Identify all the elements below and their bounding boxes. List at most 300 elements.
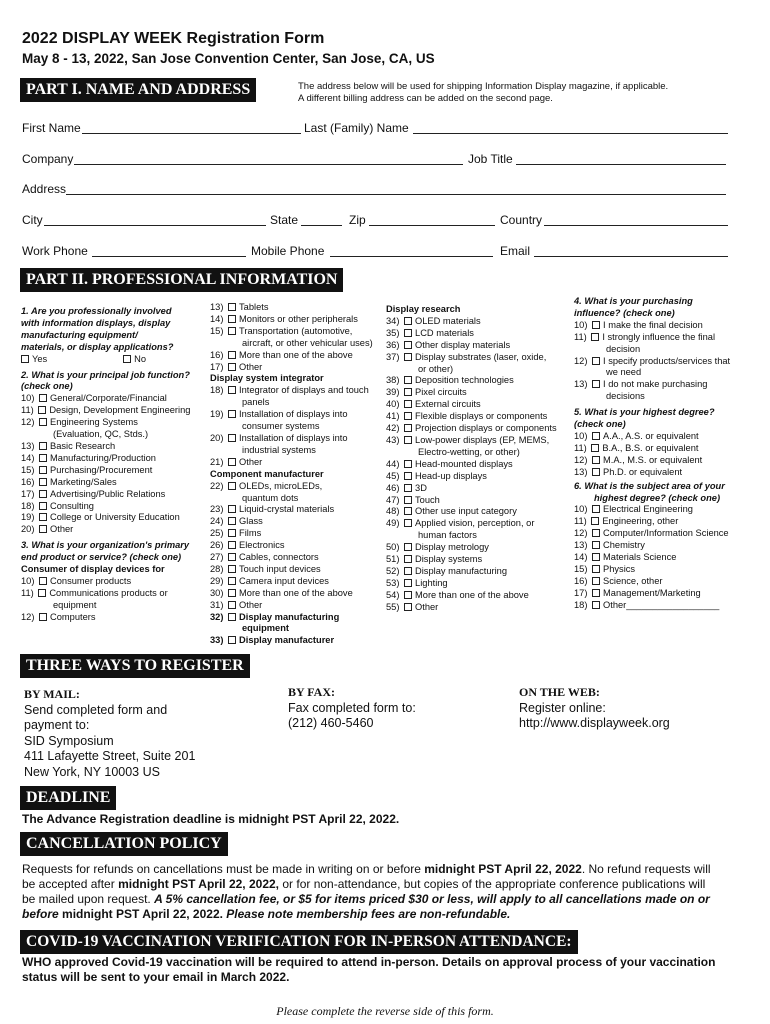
email-field[interactable] [534,256,728,257]
option-label: I specify products/services that [603,355,731,366]
checkbox[interactable] [404,329,412,337]
option-label: Installation of displays into [239,432,348,443]
q5-option-10: 10) A.A., A.S. or equivalent [574,430,699,441]
checkbox[interactable] [38,406,46,414]
q1-text-4: materials, or display applications? [21,341,174,352]
option-label: Monitors or other peripherals [239,313,358,324]
component-subheading: Component manufacturer [210,468,324,479]
checkbox[interactable] [404,507,412,515]
checkbox[interactable] [228,482,236,490]
checkbox[interactable] [228,517,236,525]
option-label: Physics [603,563,636,574]
q6-option-13: 13) Chemistry [574,540,645,551]
q3-option-42: 42) Projection displays or components [386,423,557,434]
q3-option-44: 44) Head-mounted displays [386,458,513,469]
q4-text-2: influence? (check one) [574,307,675,318]
checkbox[interactable] [39,418,47,426]
q3-option-14: 14) Monitors or other peripherals [210,313,358,324]
option-label: I do not make purchasing [603,379,708,390]
checkbox[interactable] [228,613,236,621]
integrator-subheading: Display system integrator [210,373,324,384]
checkbox[interactable] [591,333,599,341]
checkbox[interactable] [592,468,600,476]
q3-option-54: 54) More than one of the above [386,589,529,600]
mobile-phone-label: Mobile Phone [251,244,325,258]
q2-option-17: 17) Advertising/Public Relations [21,488,166,499]
checkbox[interactable] [404,317,412,325]
option-label: Ph.D. or equivalent [603,466,683,477]
option-label: Transportation (automotive, [239,325,353,336]
checkbox[interactable] [592,505,600,513]
no-checkbox[interactable] [123,355,131,363]
q3-option-36: 36) Other display materials [386,339,511,350]
checkbox[interactable] [592,357,600,365]
q3-option-28: 28) Touch input devices [210,563,321,574]
q1-text: 1. Are you professionally involved [21,306,172,316]
option-label: Integrator of displays and touch [239,385,369,396]
checkbox[interactable] [592,432,600,440]
cancellation-text-bold: midnight PST April 22, 2022. [58,907,227,921]
mail-heading: BY MAIL: [24,687,80,701]
part2-heading: PART II. PROFESSIONAL INFORMATION [20,268,343,292]
q1-options [21,354,207,366]
checkbox[interactable] [39,490,47,498]
checkbox[interactable] [404,567,412,575]
checkbox[interactable] [591,517,599,525]
q6-option-10: 10) Electrical Engineering [574,504,693,515]
checkbox[interactable] [592,541,600,549]
q3-option-26: 26) Electronics [210,540,285,551]
q2-option-14: 14) Manufacturing/Production [21,452,156,463]
checkbox[interactable] [228,565,236,573]
option-label: LCD materials [415,327,474,338]
option-label: Electronics [239,540,285,551]
covid-text [22,955,762,985]
q5-option-11: 11) B.A., B.S. or equivalent [574,442,699,453]
checkbox[interactable] [404,412,412,420]
option-label: Display systems [415,554,483,565]
checkbox[interactable] [404,341,412,349]
checkbox[interactable] [592,601,600,609]
option-label: Touch input devices [239,563,321,574]
fax-number: (212) 460-5460 [288,716,374,730]
q3-option-30: 30) More than one of the above [210,587,353,598]
option-label: Other__________________ [603,599,720,610]
q3-option-31: 31) Other [210,599,263,610]
last-name-label: Last (Family) Name [304,121,409,135]
country-field[interactable] [544,225,728,226]
q3-option-33: 33) Display manufacturer [210,635,335,646]
q3-option-40: 40) External circuits [386,399,481,410]
checkbox[interactable] [228,315,236,323]
cancellation-text-part: Requests for refunds on cancellations must be made in writing on or before [22,862,425,876]
checkbox[interactable] [592,456,600,464]
checkbox[interactable] [39,478,47,486]
mobile-phone-field[interactable] [330,256,493,257]
option-label: External circuits [415,399,481,410]
city-label: City [22,213,43,227]
checkbox[interactable] [592,529,600,537]
q5-option-12: 12) M.A., M.S. or equivalent [574,454,703,465]
checkbox[interactable] [228,410,236,418]
option-label: Installation of displays into [239,409,348,420]
checkbox[interactable] [228,505,236,513]
option-label: Marketing/Sales [50,476,117,487]
option-label: Computers [50,611,96,622]
first-name-field[interactable] [82,133,301,134]
q3-option-17: 17) Other [210,361,263,372]
checkbox[interactable] [228,327,236,335]
option-label: Deposition technologies [415,375,514,386]
checkbox[interactable] [404,543,412,551]
address-field[interactable] [66,194,726,195]
checkbox[interactable] [592,577,600,585]
yes-label: Yes [32,353,48,364]
q6-text: 6. What is the subject area of your [574,480,725,491]
q3-option-24: 24) Glass [210,516,263,527]
checkbox[interactable] [591,444,599,452]
option-label-cont: (Evaluation, QC, Stds.) [53,429,149,440]
q3-option-22: 22) OLEDs, microLEDs, [210,480,323,491]
option-label: Other [50,524,74,535]
last-name-field[interactable] [413,133,728,134]
option-label: A.A., A.S. or equivalent [603,430,699,441]
checkbox[interactable] [404,353,412,361]
q5-text-2: (check one) [574,419,626,430]
option-label: Display manufacturer [239,635,335,646]
cancellation-text-bold-italic: A 5% cancellation fee, or $5 for items priced $30 or less, will apply to all cancellations made on or [154,892,710,906]
q5-option-13: 13) Ph.D. or equivalent [574,466,683,477]
option-label: Other use input category [415,506,517,517]
q2-option-10: 10) General/Corporate/Financial [21,393,167,404]
q3-option-49: 49) Applied vision, perception, or [386,518,535,529]
option-label: Other [239,456,263,467]
checkbox[interactable] [228,553,236,561]
register-by-mail [24,687,264,780]
q6-option-14: 14) Materials Science [574,552,677,563]
q3-option-34: 34) OLED materials [386,315,481,326]
web-link[interactable]: http://www.displayweek.org [519,716,670,730]
option-label: Other [239,361,263,372]
option-label: More than one of the above [415,589,529,600]
q2-option-20: 20) Other [21,524,74,535]
checkbox[interactable] [404,472,412,480]
q3-option-38: 38) Deposition technologies [386,375,514,386]
option-label: OLED materials [415,315,481,326]
q3-option-23: 23) Liquid-crystal materials [210,504,335,515]
option-label-cont: equipment [242,623,290,634]
q3-option-10: 10) Consumer products [21,575,132,586]
option-label: Science, other [603,575,663,586]
q3-option-15: 15) Transportation (automotive, [210,325,353,336]
cancellation-text-part: or for non-attendance, but copies of the appropriate conference publications will [279,877,706,891]
q2-option-19: 19) College or University Education [21,512,180,523]
option-label: OLEDs, microLEDs, [239,480,323,491]
option-label: Other [239,599,263,610]
part1-note-line1: The address below will be used for shipping Information Display magazine, if applicable. [298,81,669,92]
q3-option-27: 27) Cables, connectors [210,552,319,563]
q6-option-11: 11) Engineering, other [574,516,679,527]
covid-line: status will be sent to your email in March 2022. [22,970,290,984]
checkbox[interactable] [228,458,236,466]
q2-text: 2. What is your principal job function? [21,369,190,380]
checkbox[interactable] [228,577,236,585]
cancellation-text-bold: midnight PST April 22, 2022 [424,862,582,876]
q3-option-55: 55) Other [386,601,439,612]
checkbox[interactable] [228,601,236,609]
q2-option-15: 15) Purchasing/Procurement [21,464,153,475]
q3-option-20: 20) Installation of displays into [210,432,348,443]
q2-option-13: 13) Basic Research [21,440,116,451]
option-label: Display metrology [415,542,489,553]
q3-option-11: 11) Communications products or [21,587,168,598]
option-label: Films [239,528,262,539]
q3-option-12: 12) Computers [21,611,96,622]
option-label: Low-power displays (EP, MEMS, [415,434,550,445]
option-label: I strongly influence the final [602,331,716,342]
cancellation-text-bold-italic: Please note membership fees are non-refundable. [226,907,511,921]
q3-option-51: 51) Display systems [386,554,483,565]
option-label: Purchasing/Procurement [50,464,153,475]
option-label: Engineering, other [602,516,679,527]
option-label: Projection displays or components [415,423,557,434]
q4-option-11: 11) I strongly influence the final [574,331,716,342]
checkbox[interactable] [39,442,47,450]
checkbox[interactable] [404,555,412,563]
part2-column-2 [210,302,382,647]
q3-option-19: 19) Installation of displays into [210,409,348,420]
checkbox[interactable] [592,589,600,597]
deadline-text: The Advance Registration deadline is midnight PST April 22, 2022. [22,812,400,826]
option-label: Materials Science [603,552,677,563]
option-label: Tablets [239,302,269,312]
option-label: Consulting [50,500,94,511]
q2-option-16: 16) Marketing/Sales [21,476,117,487]
option-label: Chemistry [603,540,645,551]
checkbox[interactable] [228,303,236,311]
register-heading: THREE WAYS TO REGISTER [20,654,250,678]
q6-text-2: highest degree? (check one) [594,492,721,503]
option-label: Basic Research [50,440,116,451]
checkbox[interactable] [592,321,600,329]
option-label-cont: aircraft, or other vehicular uses) [242,337,373,348]
form-subtitle: May 8 - 13, 2022, San Jose Convention Center, San Jose, CA, US [22,51,435,66]
q6-option-17: 17) Management/Marketing [574,587,701,598]
checkbox[interactable] [592,565,600,573]
q5-text: 5. What is your highest degree? [574,407,715,418]
checkbox[interactable] [404,603,412,611]
q3-option-53: 53) Lighting [386,577,448,588]
option-label-cont: we need [606,367,642,378]
checkbox[interactable] [404,376,412,384]
option-label: Head-up displays [415,470,487,481]
part2-column-4 [574,296,750,612]
job-title-label: Job Title [468,152,513,166]
covid-heading: COVID-19 VACCINATION VERIFICATION FOR IN-PERSON ATTENDANCE: [20,930,578,954]
q2-option-12: 12) Engineering Systems [21,417,138,428]
option-label-cont: decision [606,343,641,354]
option-label-cont: panels [242,397,270,408]
option-label: Other display materials [415,339,511,350]
option-label: Pixel circuits [415,387,467,398]
cancellation-text [22,862,752,922]
option-label: Other [415,601,439,612]
option-label: B.A., B.S. or equivalent [602,442,699,453]
cancellation-text-bold-italic: before [22,907,59,921]
option-label: Computer/Information Science [603,528,729,539]
mail-line: Send completed form and [24,702,168,717]
option-label: Design, Development Engineering [49,405,191,416]
checkbox[interactable] [39,466,47,474]
first-name-label: First Name [22,121,81,135]
q6-option-18: 18) Other__________________ [574,599,720,610]
q3-option-48: 48) Other use input category [386,506,517,517]
checkbox[interactable] [404,519,412,527]
register-by-fax [288,685,488,732]
checkbox[interactable] [228,434,236,442]
checkbox[interactable] [39,454,47,462]
q3-option-45: 45) Head-up displays [386,470,487,481]
research-subheading: Display research [386,304,461,314]
option-label-cont: Electro-wetting, or other) [418,446,520,457]
checkbox[interactable] [228,589,236,597]
cancellation-text-part: . No refund requests will [581,862,711,876]
part1-heading: PART I. NAME AND ADDRESS [20,78,256,102]
checkbox[interactable] [228,529,236,537]
option-label-cont: consumer systems [242,421,320,432]
checkbox[interactable] [592,553,600,561]
q3-option-43: 43) Low-power displays (EP, MEMS, [386,434,550,445]
option-label: Advertising/Public Relations [50,488,166,499]
option-label: Consumer products [50,575,132,586]
option-label: Electrical Engineering [603,504,693,515]
checkbox[interactable] [39,394,47,402]
q4-option-12: 12) I specify products/services that [574,355,731,366]
address-label: Address [22,182,67,196]
yes-checkbox[interactable] [21,355,29,363]
fax-line: Fax completed form to: [288,700,416,715]
footer-note: Please complete the reverse side of this form. [276,1004,494,1018]
q6-option-16: 16) Science, other [574,575,663,586]
web-line: Register online: [519,700,606,715]
option-label-cont: human factors [418,530,477,541]
option-label: More than one of the above [239,587,353,598]
job-title-field[interactable] [516,164,726,165]
option-label: Touch [415,494,440,505]
part1-note [298,81,668,105]
checkbox[interactable] [404,424,412,432]
mail-line: New York, NY 10003 US [24,764,160,779]
cancellation-text-part: be mailed upon request. [22,892,155,906]
web-heading: ON THE WEB: [519,685,600,699]
option-label: Communications products or [49,587,168,598]
option-label: Cables, connectors [239,552,319,563]
checkbox[interactable] [404,388,412,396]
q3-option-46: 46) 3D [386,482,427,493]
q4-text: 4. What is your purchasing [574,296,693,306]
q3-option-18: 18) Integrator of displays and touch [210,385,369,396]
option-label: Lighting [415,577,448,588]
zip-label: Zip [349,213,366,227]
option-label: Applied vision, perception, or [415,518,535,529]
checkbox[interactable] [228,541,236,549]
checkbox[interactable] [404,496,412,504]
option-label: Engineering Systems [50,417,138,428]
state-field[interactable] [301,225,342,226]
no-label: No [134,353,147,364]
company-label: Company [22,152,74,166]
checkbox[interactable] [404,460,412,468]
checkbox[interactable] [39,513,47,521]
form-title: 2022 DISPLAY WEEK Registration Form [22,30,325,47]
option-label: Display manufacturing [239,611,340,622]
checkbox[interactable] [228,363,236,371]
option-label: Head-mounted displays [415,458,513,469]
q3-text: 3. What is your organization's primary [21,540,190,551]
option-label: Camera input devices [239,575,329,586]
option-label: Display manufacturing [415,565,508,576]
q6-option-15: 15) Physics [574,563,636,574]
cancellation-text-bold: midnight PST April 22, 2022, [118,877,280,891]
q3-option-50: 50) Display metrology [386,542,489,553]
checkbox[interactable] [404,484,412,492]
q3-option-13: 13) Tablets [210,302,269,312]
checkbox[interactable] [228,386,236,394]
work-phone-field[interactable] [92,256,246,257]
zip-field[interactable] [369,225,495,226]
option-label: Liquid-crystal materials [239,504,335,515]
q3-text-2: end product or service? (check one) [21,552,182,563]
checkbox[interactable] [404,400,412,408]
q3-option-35: 35) LCD materials [386,327,474,338]
checkbox[interactable] [228,351,236,359]
checkbox[interactable] [404,436,412,444]
q3-option-41: 41) Flexible displays or components [386,411,548,422]
q3-option-32: 32) Display manufacturing [210,611,340,622]
company-field[interactable] [74,164,463,165]
consumer-subheading: Consumer of display devices for [21,564,165,575]
option-label: General/Corporate/Financial [50,393,167,404]
checkbox[interactable] [39,577,47,585]
part2-column-3 [386,304,566,614]
option-label: More than one of the above [239,349,353,360]
q2-text-2: (check one) [21,381,73,392]
option-label: M.A., M.S. or equivalent [603,454,703,465]
checkbox[interactable] [228,636,236,644]
checkbox[interactable] [39,613,47,621]
checkbox[interactable] [404,591,412,599]
checkbox[interactable] [38,589,46,597]
q3-option-25: 25) Films [210,528,262,539]
mail-line: 411 Lafayette Street, Suite 201 [24,749,196,763]
city-field[interactable] [44,225,266,226]
q4-option-13: 13) I do not make purchasing [574,379,708,390]
option-label-cont: industrial systems [242,444,316,455]
checkbox[interactable] [39,525,47,533]
q3-option-21: 21) Other [210,456,263,467]
option-label: Display substrates (laser, oxide, [415,351,547,362]
q2-option-18: 18) Consulting [21,500,94,511]
option-label-cont: equipment [53,599,97,610]
q3-option-16: 16) More than one of the above [210,349,353,360]
checkbox[interactable] [592,380,600,388]
option-label: 3D [415,482,427,493]
deadline-heading: DEADLINE [20,786,116,810]
q1-text-3: manufacturing equipment/ [21,329,138,340]
checkbox[interactable] [39,502,47,510]
checkbox[interactable] [404,579,412,587]
option-label: Glass [239,516,263,527]
